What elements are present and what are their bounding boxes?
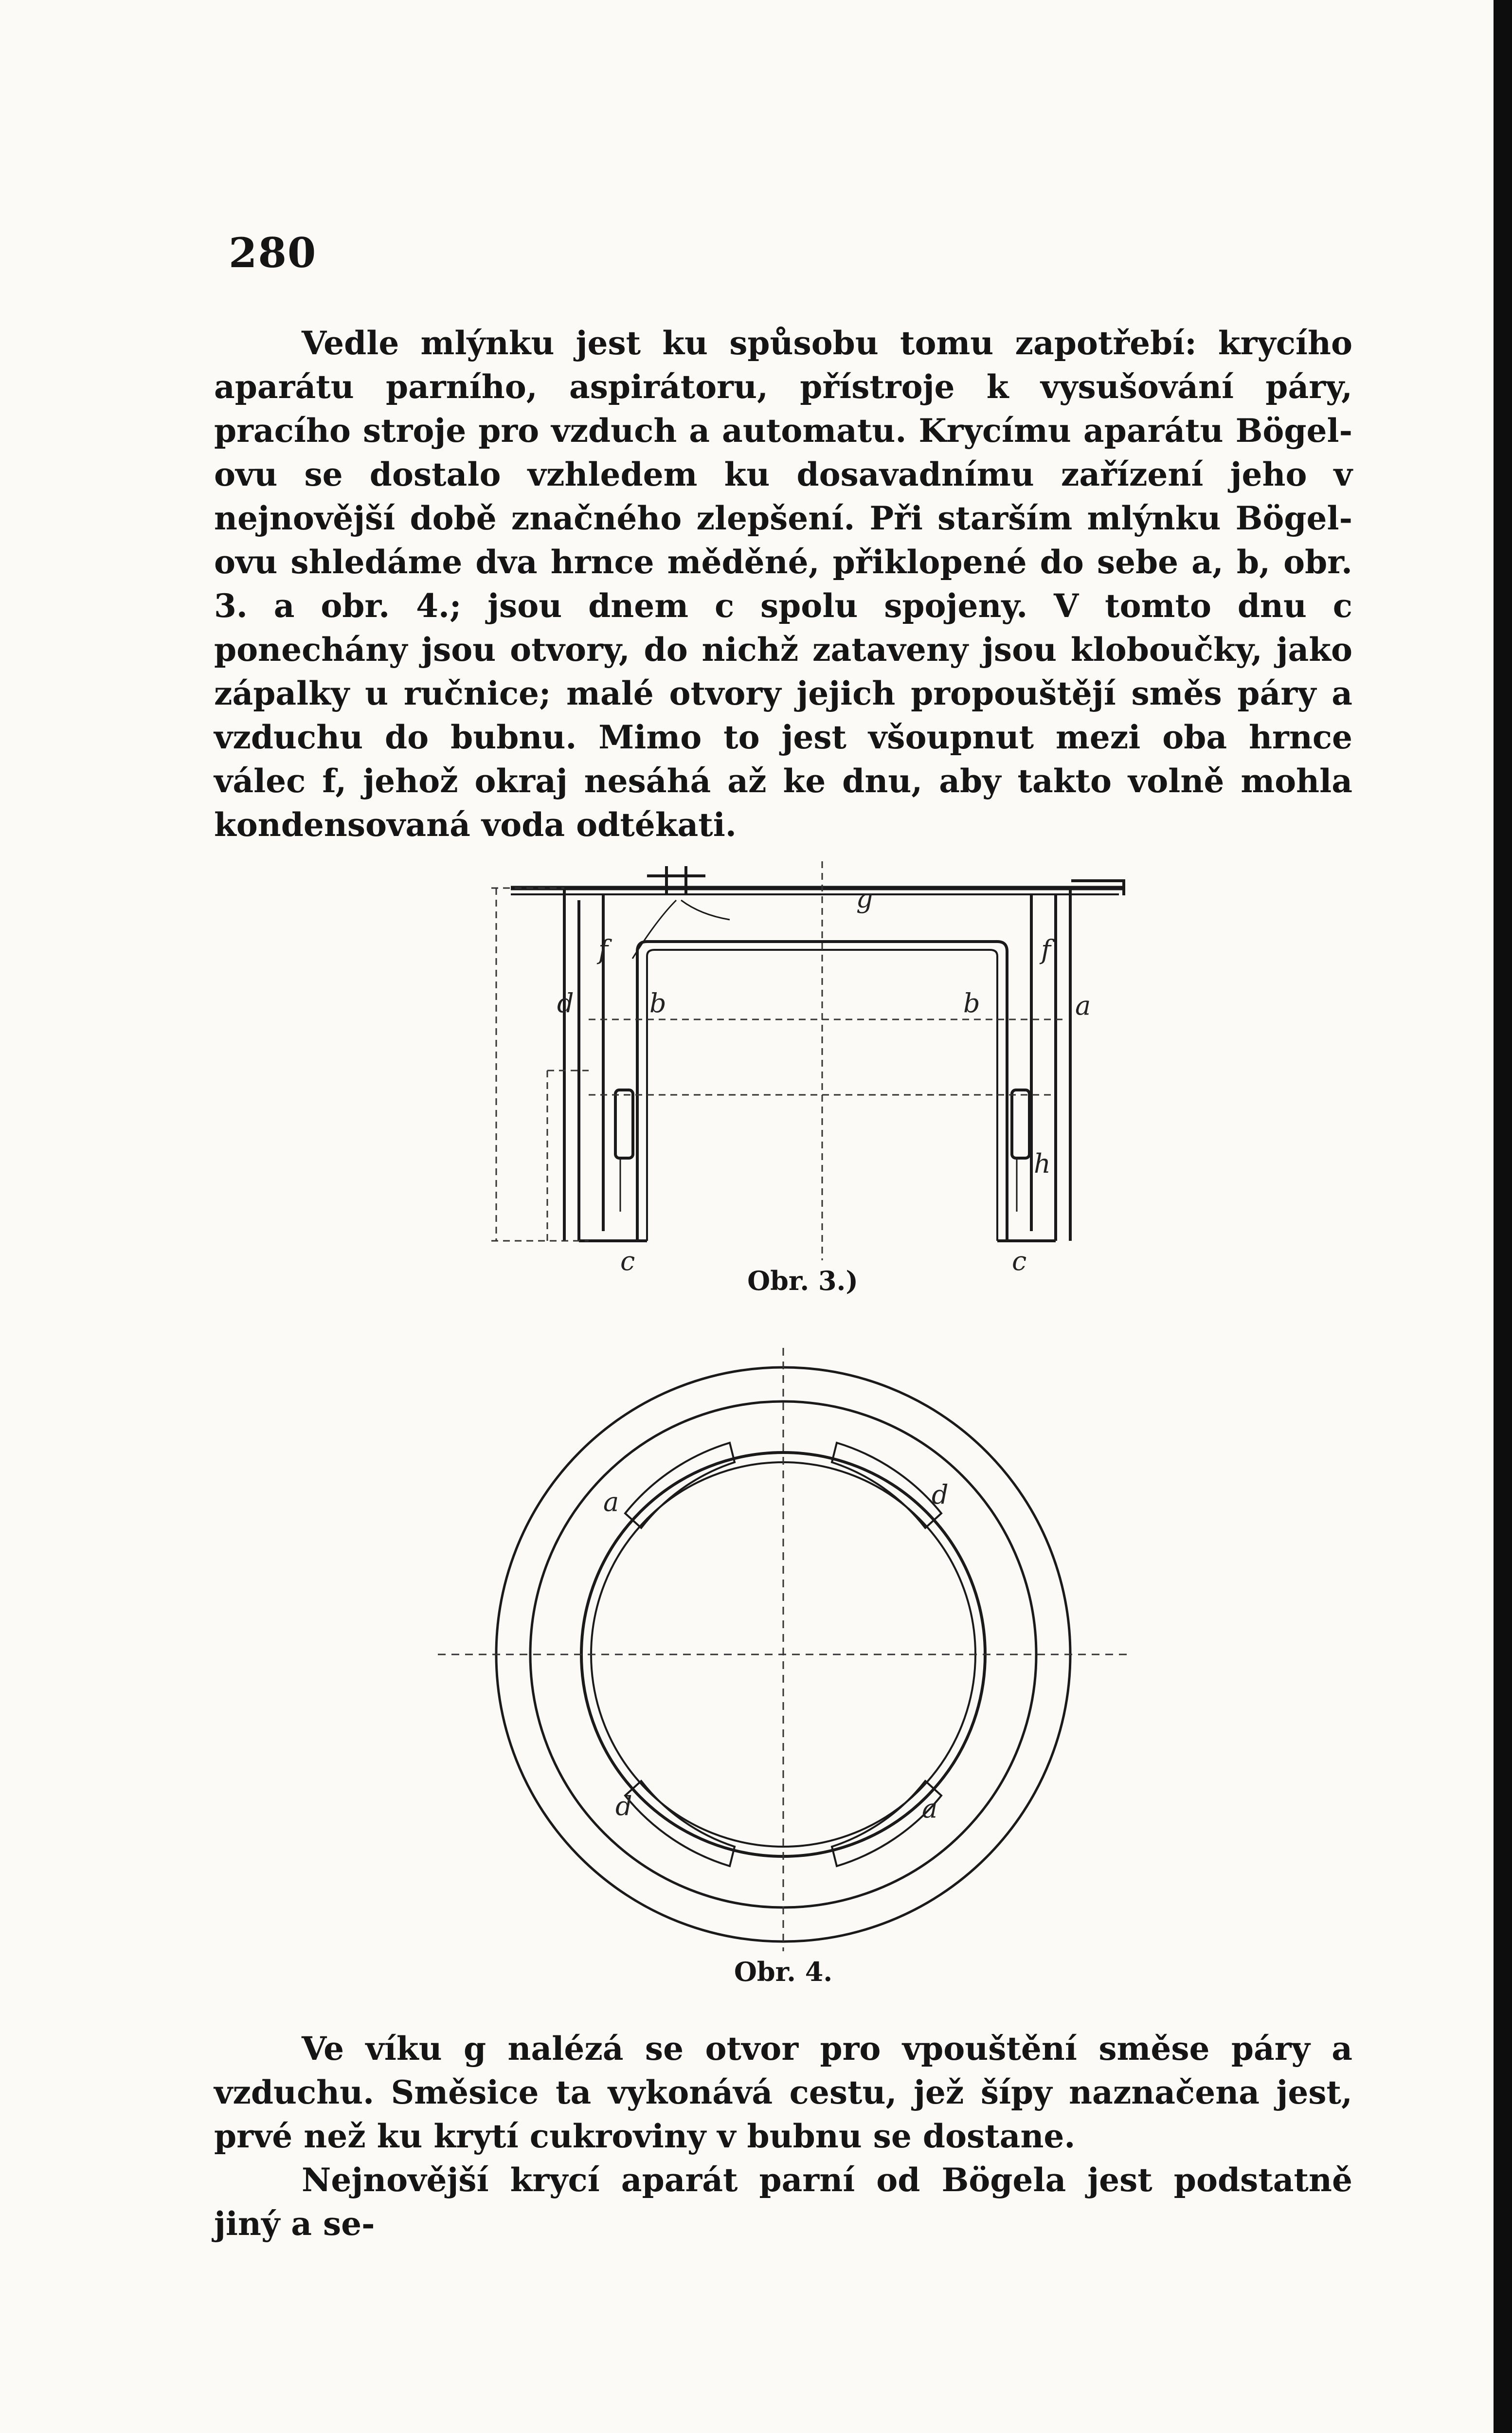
label-b-left: b (649, 988, 666, 1018)
figure-4-top-view (428, 1343, 1138, 1956)
figure-4-label-top-right: d (932, 1479, 949, 1510)
figure-4-caption: Obr. 4. (734, 1956, 833, 1987)
label-d: d (557, 988, 574, 1018)
figure-4-label-bottom-left: d (615, 1791, 632, 1821)
label-b-right: b (963, 988, 980, 1018)
label-h: h (1034, 1148, 1051, 1179)
label-a: a (1075, 990, 1091, 1021)
figure-4-label-bottom-right: a (922, 1793, 938, 1824)
figure-4-axes (438, 1348, 1129, 1951)
label-f-right: f (1041, 934, 1051, 965)
figure-3-drawing (511, 866, 1124, 1241)
paragraph-3: Nejnovější krycí aparát parní od Bögela jest podstatně jiný a se- (214, 2161, 1352, 2243)
paragraph-2: Ve víku g nalézá se otvor pro vpouštění směse páry a vzduchu. Směsice ta vykonává cestu, jež šípy naznačena jest, prvé než ku krytí cukroviny v bubnu se dostane. (214, 2030, 1352, 2155)
label-c-right: c (1012, 1246, 1027, 1276)
label-g: g (856, 883, 873, 914)
label-c-left: c (620, 1246, 635, 1276)
figure-3-cross-section (428, 847, 1138, 1275)
figure-3-caption: Obr. 3.) (747, 1265, 858, 1296)
paragraph-1: Vedle mlýnku jest ku spůsobu tomu zapotřebí: krycího aparátu parního, aspirátoru, přístroje k vysušování páry, pracího stroje pro vzduch a automatu. Krycímu aparátu Bögel-ovu se dostalo vzhledem ku dosavadnímu zařízení jeho v nejnovější době značného zlepšení. Při starším mlýnku Bögel-ovu shledáme dva hrnce měděné, přiklopené do sebe a, b, obr. 3. a obr. 4.; jsou dnem c spolu spojeny. V tomto dnu c ponechány jsou otvory, do nichž zataveny jsou kloboučky, jako zápalky u ručnice; malé otvory jejich propouštějí směs páry a vzduchu do bubnu. Mimo to jest všoupnut mezi oba hrnce válec f, jehož okraj nesáhá až ke dnu, aby takto volně mohla kondensovaná voda odtékati. (214, 324, 1352, 844)
scan-right-edge (1494, 0, 1512, 2433)
page-number: 280 (229, 229, 317, 277)
figure-4-label-top-left: a (603, 1487, 619, 1517)
label-f-left: f (598, 934, 608, 965)
